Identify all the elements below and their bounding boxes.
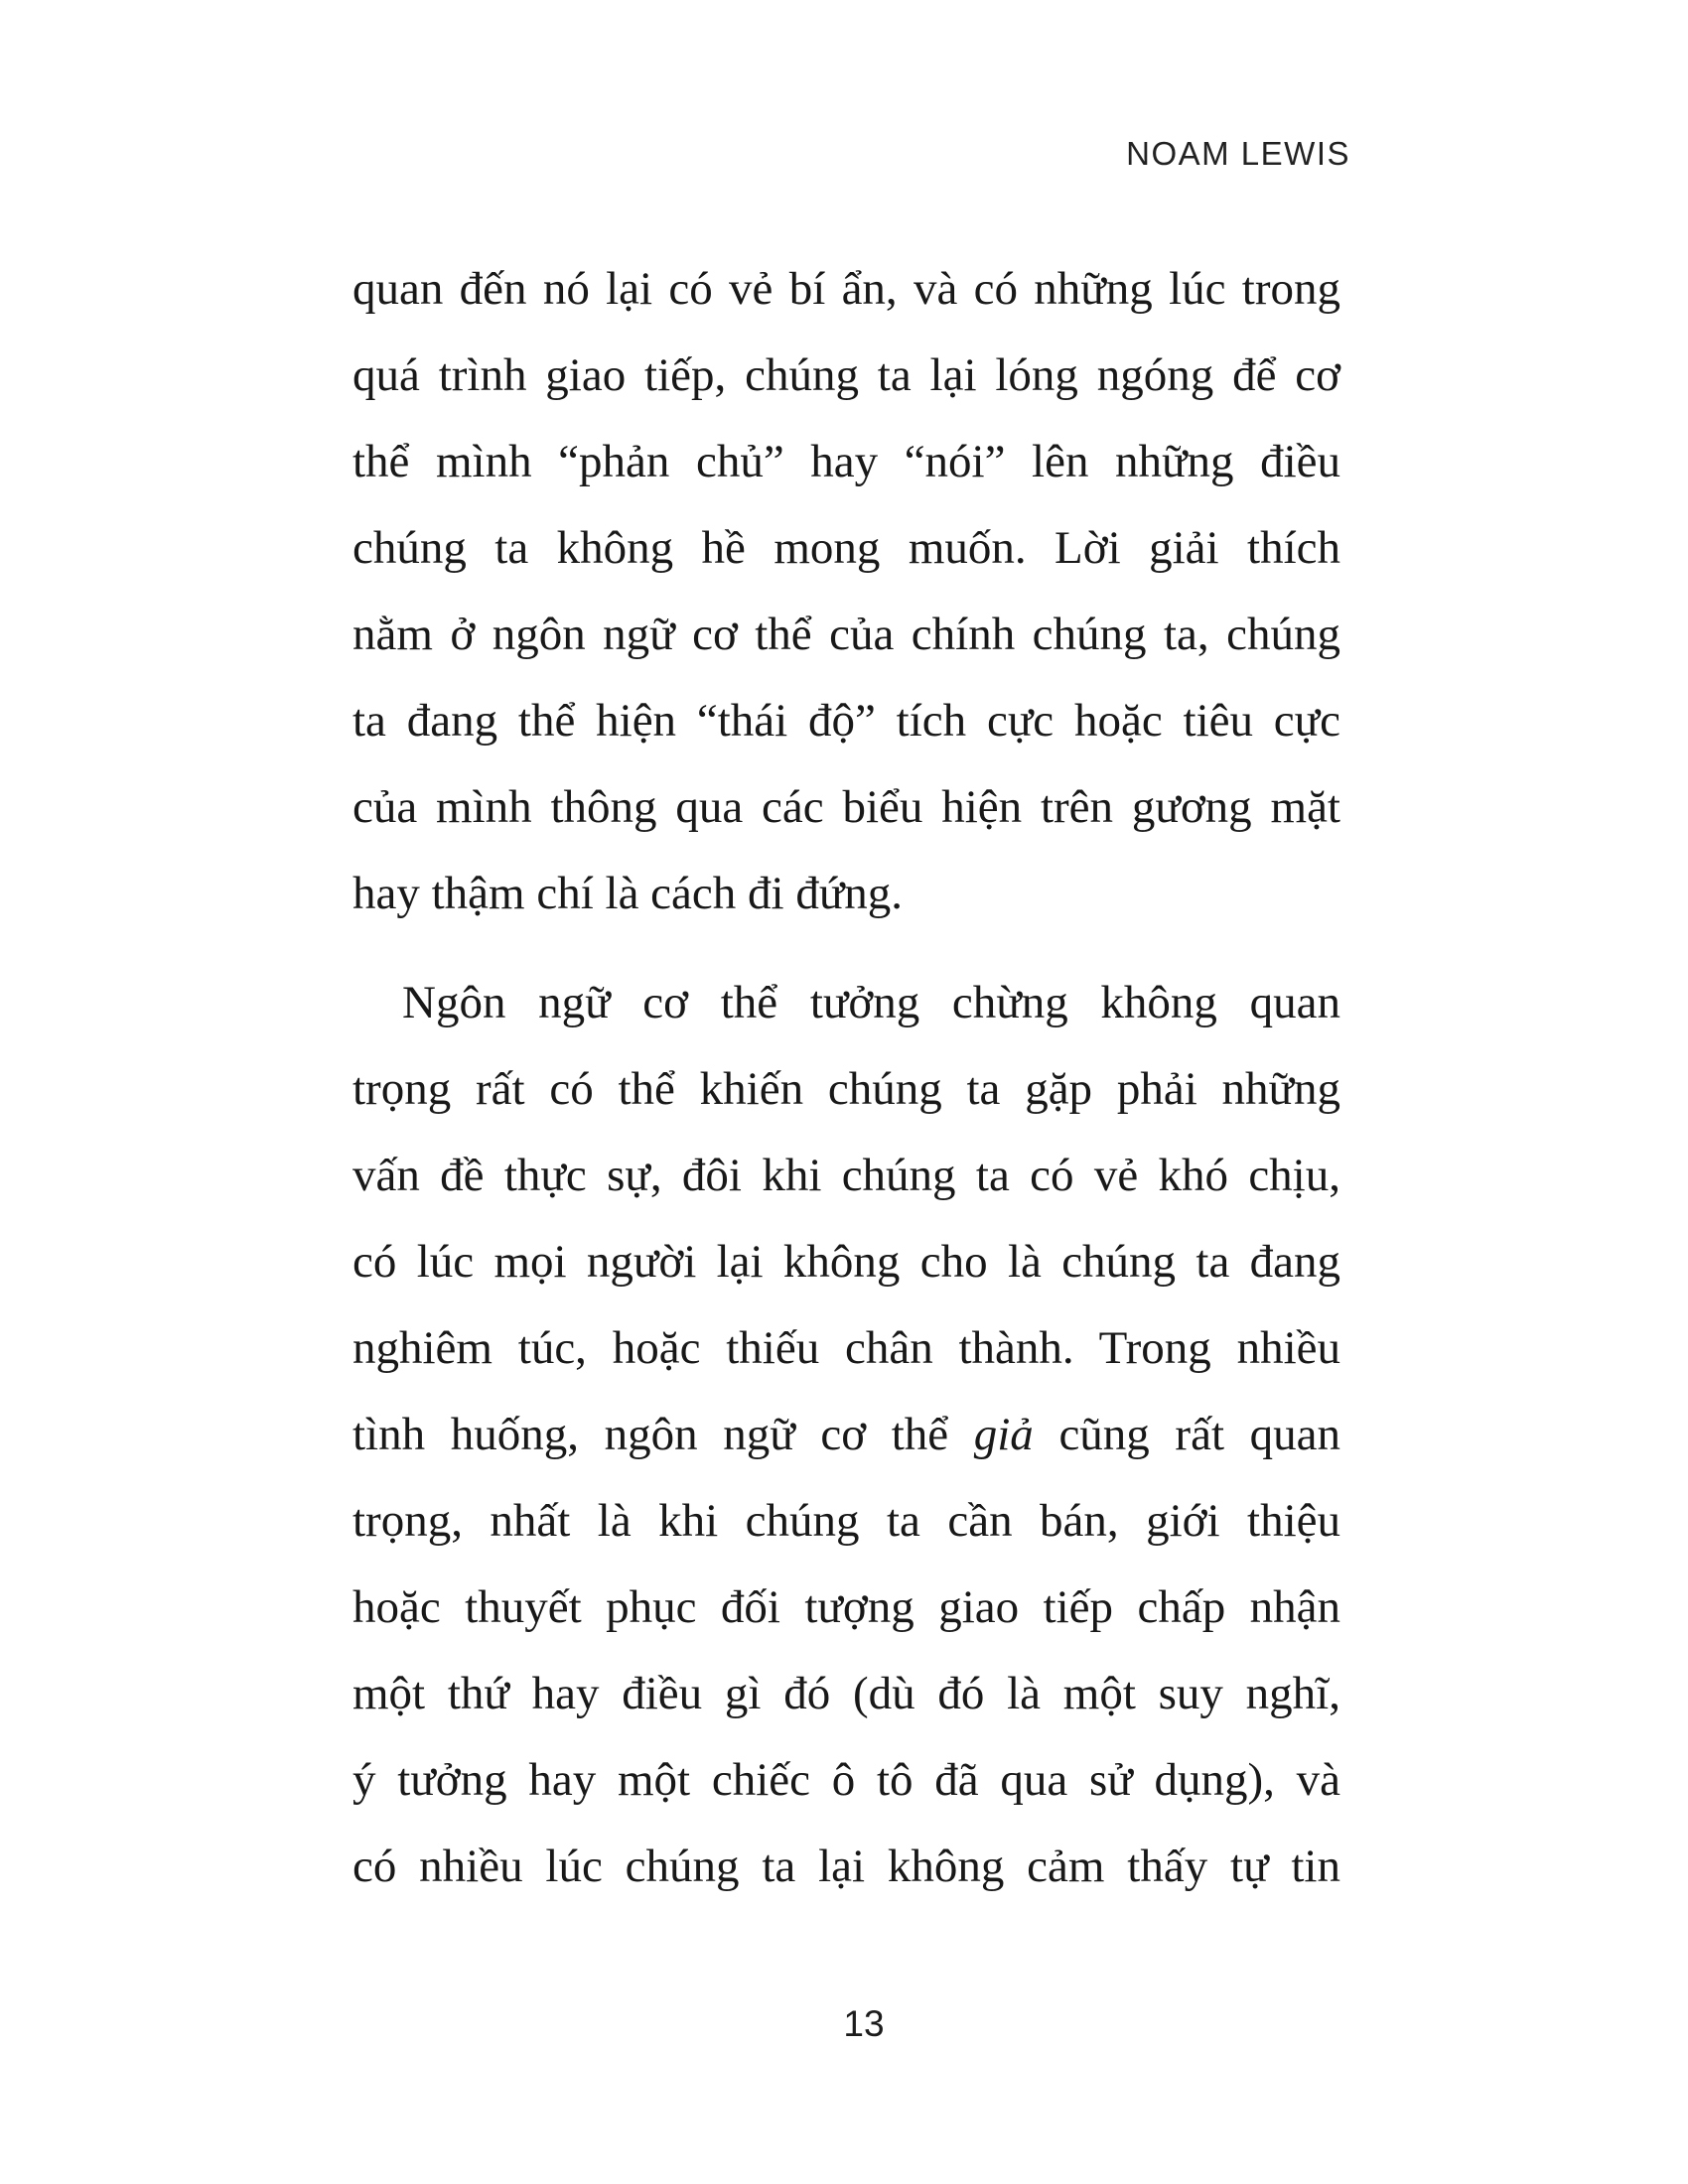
body-text bbox=[352, 246, 1340, 1910]
text-line: một thứ hay điều gì đó (dù đó là một suy nghĩ, bbox=[352, 1668, 1340, 1719]
text-line: ý tưởng hay một chiếc ô tô đã qua sử dụng), và bbox=[352, 1754, 1340, 1806]
text-line: nằm ở ngôn ngữ cơ thể của chính chúng ta, chúng bbox=[352, 609, 1340, 660]
text-line: hay thậm chí là cách đi đứng. bbox=[352, 868, 904, 919]
text-segment: cũng rất quan bbox=[1033, 1409, 1340, 1460]
text-line: ta đang thể hiện “thái độ” tích cực hoặc tiêu cực bbox=[352, 695, 1340, 747]
page-number: 13 bbox=[843, 2003, 885, 2044]
text-line: quá trình giao tiếp, chúng ta lại lóng ngóng để cơ bbox=[352, 349, 1340, 401]
text-line: thể mình “phản chủ” hay “nói” lên những điều bbox=[352, 436, 1340, 487]
text-line: của mình thông qua các biểu hiện trên gương mặt bbox=[352, 781, 1340, 833]
text-line: chúng ta không hề mong muốn. Lời giải thích bbox=[352, 522, 1340, 574]
text-line: trọng rất có thể khiến chúng ta gặp phải những bbox=[352, 1063, 1340, 1115]
paragraph-1 bbox=[352, 246, 1340, 937]
text-line: vấn đề thực sự, đôi khi chúng ta có vẻ khó chịu, bbox=[352, 1150, 1340, 1201]
paragraph-2 bbox=[352, 960, 1340, 1910]
text-line: có lúc mọi người lại không cho là chúng ta đang bbox=[352, 1236, 1340, 1288]
text-segment: tình huống, ngôn ngữ cơ thể bbox=[352, 1409, 974, 1460]
text-line: trọng, nhất là khi chúng ta cần bán, giới thiệu bbox=[352, 1495, 1340, 1547]
text-line: Ngôn ngữ cơ thể tưởng chừng không quan bbox=[402, 977, 1340, 1028]
text-line-with-italic bbox=[352, 1392, 1340, 1478]
text-line: hoặc thuyết phục đối tượng giao tiếp chấp nhận bbox=[352, 1581, 1340, 1633]
text-line: nghiêm túc, hoặc thiếu chân thành. Trong nhiều bbox=[352, 1322, 1340, 1374]
text-line: quan đến nó lại có vẻ bí ẩn, và có những lúc trong bbox=[352, 263, 1340, 315]
running-header-author: NOAM LEWIS bbox=[1126, 135, 1350, 172]
italic-word: giả bbox=[973, 1409, 1034, 1460]
text-line: có nhiều lúc chúng ta lại không cảm thấy tự tin bbox=[352, 1841, 1340, 1892]
